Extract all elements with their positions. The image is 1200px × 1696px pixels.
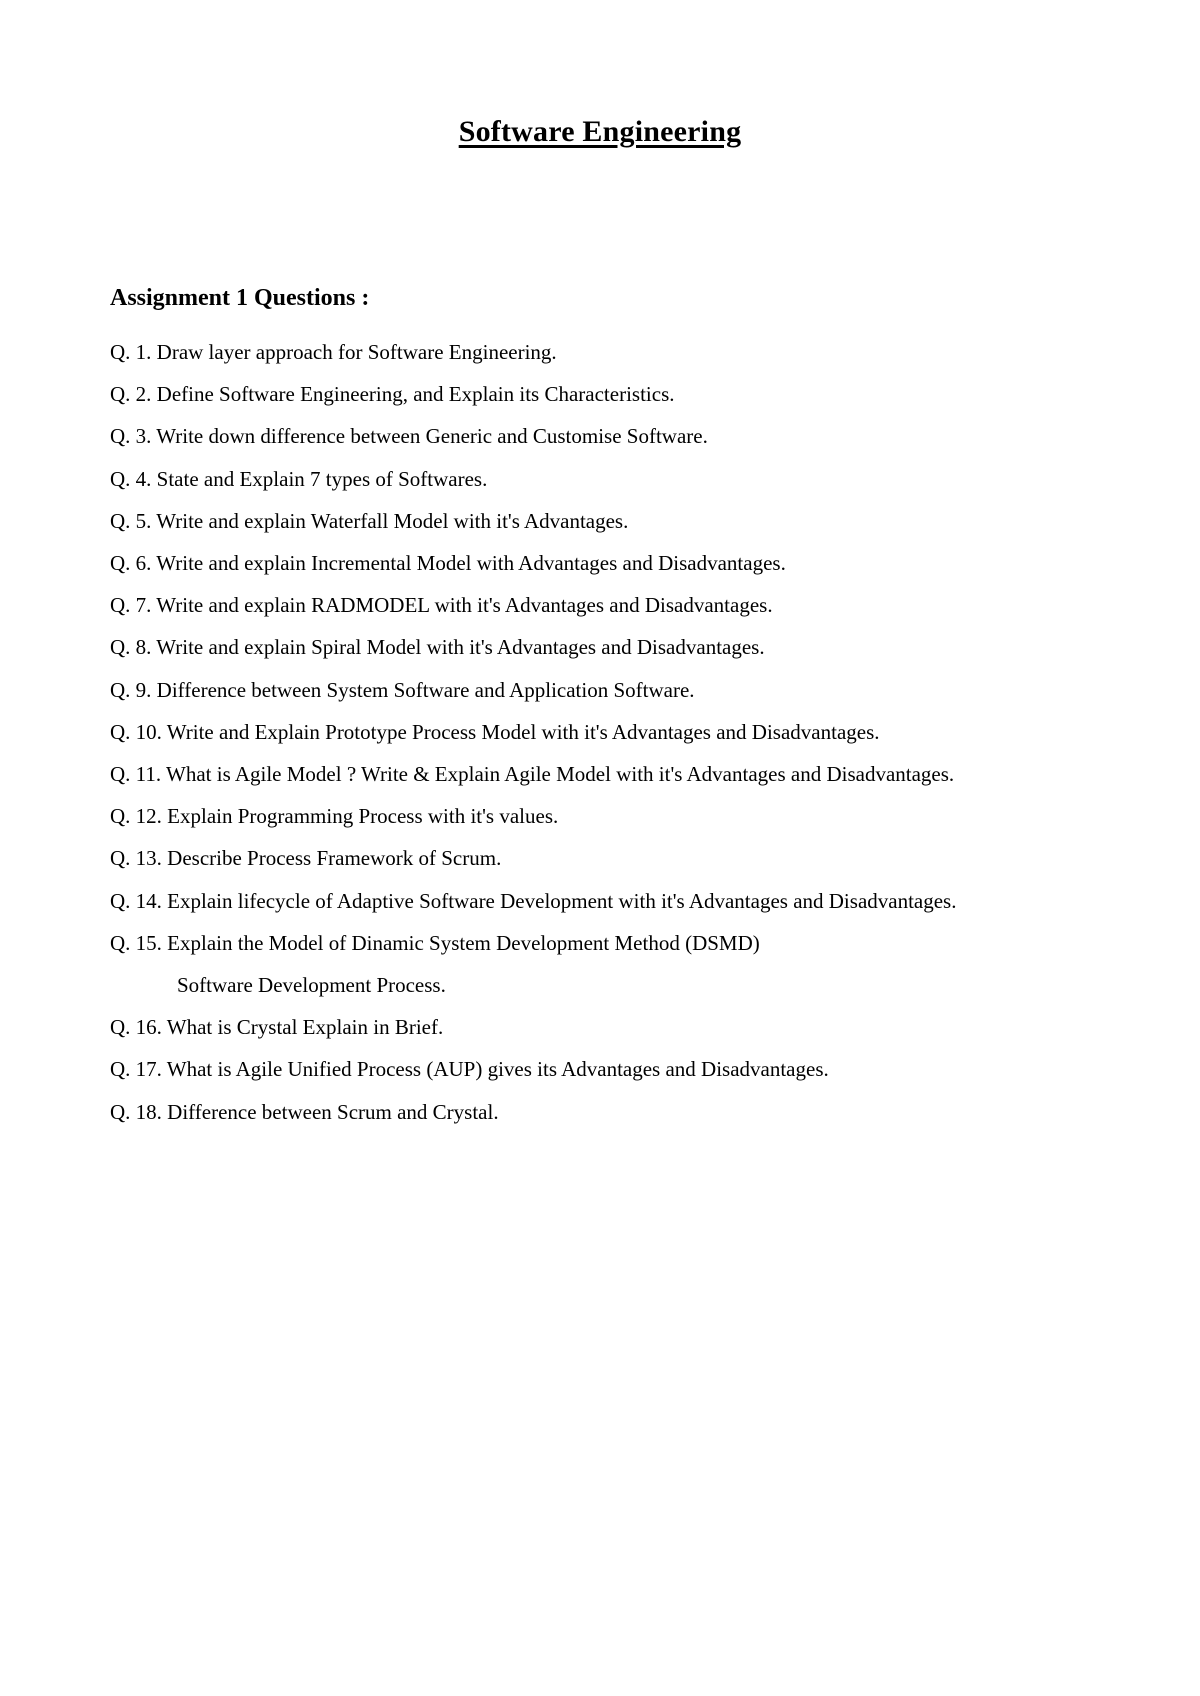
question-item — [110, 1091, 1170, 1133]
question-continuation: Software Development Process. — [177, 973, 446, 998]
question-item — [110, 837, 1170, 879]
question-text: Q. 17. What is Agile Unified Process (AUP) gives its Advantages and Disadvantages. — [110, 1057, 829, 1082]
question-item — [110, 331, 1170, 373]
question-text: Q. 1. Draw layer approach for Software Engineering. — [110, 340, 557, 364]
question-text: Q. 12. Explain Programming Process with it's values. — [110, 804, 559, 829]
question-item — [110, 669, 1170, 711]
question-text: Q. 10. Write and Explain Prototype Process Model with it's Advantages and Disadvantages. — [110, 719, 880, 744]
question-text: Q. 14. Explain lifecycle of Adaptive Software Development with it's Advantages and Disadvantages. — [110, 888, 957, 913]
question-text: Q. 5. Write and explain Waterfall Model with it's Advantages. — [110, 508, 629, 533]
question-item — [110, 373, 1170, 415]
question-item — [110, 795, 1170, 837]
question-text: Q. 8. Write and explain Spiral Model with it's Advantages and Disadvantages. — [110, 635, 765, 660]
question-item — [110, 711, 1170, 753]
section-heading: Assignment 1 Questions : — [110, 285, 370, 311]
page-title: Software Engineering — [458, 115, 742, 148]
question-text: Q. 15. Explain the Model of Dinamic System Development Method (DSMD) — [110, 930, 760, 955]
question-text: Q. 11. What is Agile Model ? Write & Explain Agile Model with it's Advantages and Disadvantages. — [110, 762, 955, 787]
question-item — [110, 753, 1170, 795]
question-item — [110, 542, 1170, 584]
question-text: Q. 3. Write down difference between Generic and Customise Software. — [110, 424, 708, 449]
question-item — [110, 626, 1170, 668]
question-text: Q. 4. State and Explain 7 types of Softwares. — [110, 466, 488, 491]
question-list — [110, 331, 1170, 1133]
question-item — [110, 922, 1170, 1006]
question-text: Q. 13. Describe Process Framework of Scrum. — [110, 846, 502, 871]
question-item — [110, 584, 1170, 626]
question-item — [110, 500, 1170, 542]
question-text: Q. 2. Define Software Engineering, and Explain its Characteristics. — [110, 382, 675, 407]
question-text: Q. 6. Write and explain Incremental Model with Advantages and Disadvantages. — [110, 551, 786, 576]
question-item — [110, 1048, 1170, 1090]
question-item — [110, 415, 1170, 457]
question-item — [110, 880, 1170, 922]
question-text: Q. 7. Write and explain RADMODEL with it's Advantages and Disadvantages. — [110, 593, 773, 618]
question-text: Q. 16. What is Crystal Explain in Brief. — [110, 1015, 444, 1040]
question-item — [110, 458, 1170, 500]
question-text: Q. 18. Difference between Scrum and Crystal. — [110, 1099, 499, 1124]
question-item — [110, 1006, 1170, 1048]
question-text: Q. 9. Difference between System Software and Application Software. — [110, 677, 695, 702]
